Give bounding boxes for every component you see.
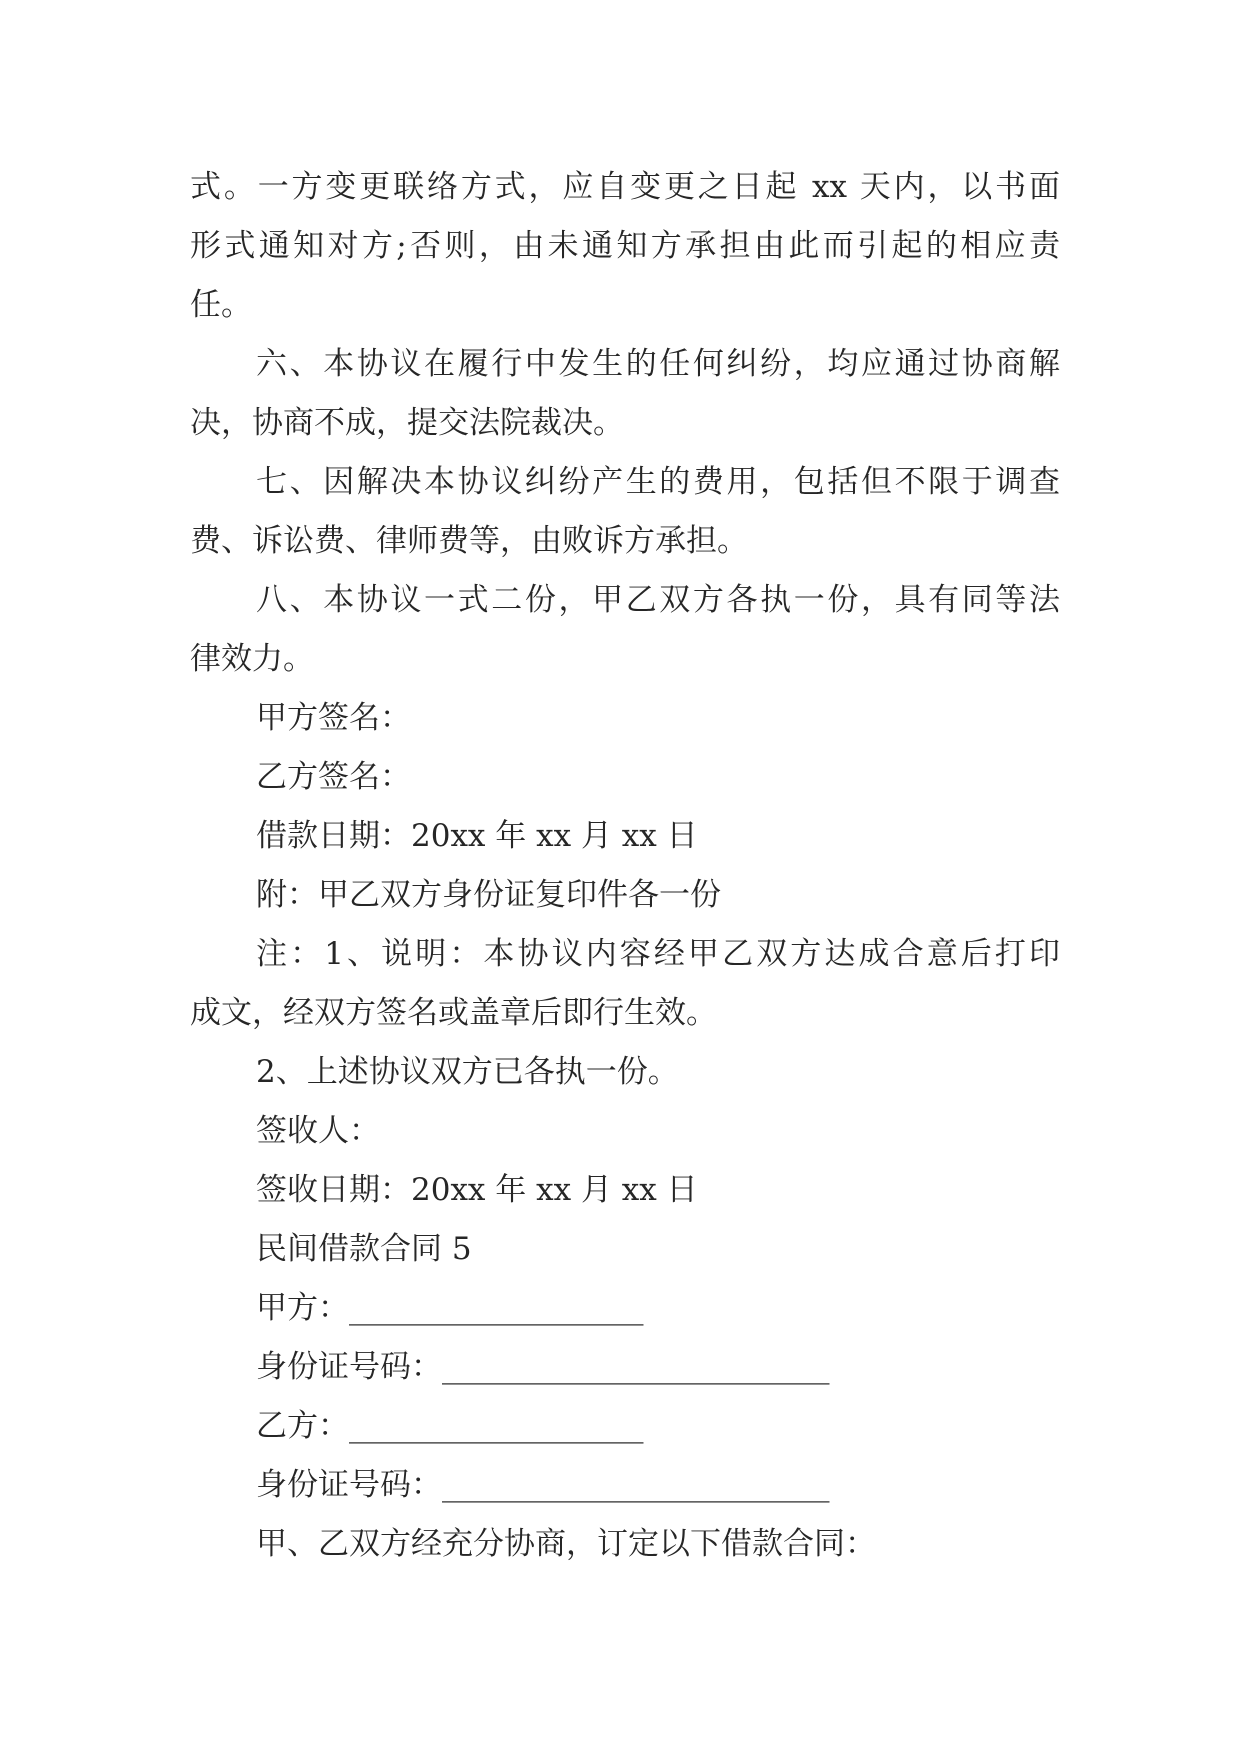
loan-date: 借款日期：20xx 年 xx 月 xx 日 [256, 818, 698, 854]
party-b-signature: 乙方签名： [256, 759, 411, 795]
note-line-2: 成文，经双方签名或盖章后即行生效。 [190, 995, 717, 1031]
party-b-field: 乙方：___________________ [256, 1408, 644, 1444]
clause-eight-line-2: 律效力。 [190, 641, 314, 677]
contract-title: 民间借款合同 5 [256, 1231, 472, 1267]
attachment-note: 附：甲乙双方身份证复印件各一份 [256, 877, 721, 913]
note-line-3: 2、上述协议双方已各执一份。 [256, 1054, 679, 1090]
party-a-signature: 甲方签名： [256, 700, 411, 736]
party-b-id-field: 身份证号码：_________________________ [256, 1467, 830, 1503]
clause-seven-line-2: 费、诉讼费、律师费等，由败诉方承担。 [190, 523, 748, 559]
contract-intro: 甲、乙双方经充分协商，订定以下借款合同： [256, 1526, 876, 1562]
party-a-field: 甲方：___________________ [256, 1290, 644, 1326]
clause-eight-line-1: 八、本协议一式二份，甲乙双方各执一份，具有同等法 [256, 582, 1060, 618]
clause-seven-line-1: 七、因解决本协议纠纷产生的费用，包括但不限于调查 [256, 464, 1060, 500]
clause-six-line-1: 六、本协议在履行中发生的任何纠纷，均应通过协商解 [256, 346, 1060, 382]
text-line-3: 任。 [190, 287, 252, 323]
text-line-2: 形式通知对方;否则，由未通知方承担由此而引起的相应责 [190, 228, 1060, 264]
party-a-id-field: 身份证号码：_________________________ [256, 1349, 830, 1385]
receipt-date: 签收日期：20xx 年 xx 月 xx 日 [256, 1172, 698, 1208]
text-line-1: 式。一方变更联络方式，应自变更之日起 xx 天内，以书面 [190, 169, 1060, 205]
recipient: 签收人： [256, 1113, 380, 1149]
note-line-1: 注：1、说明：本协议内容经甲乙双方达成合意后打印 [256, 936, 1060, 972]
document-body [190, 158, 1060, 1574]
clause-six-line-2: 决，协商不成，提交法院裁决。 [190, 405, 624, 441]
